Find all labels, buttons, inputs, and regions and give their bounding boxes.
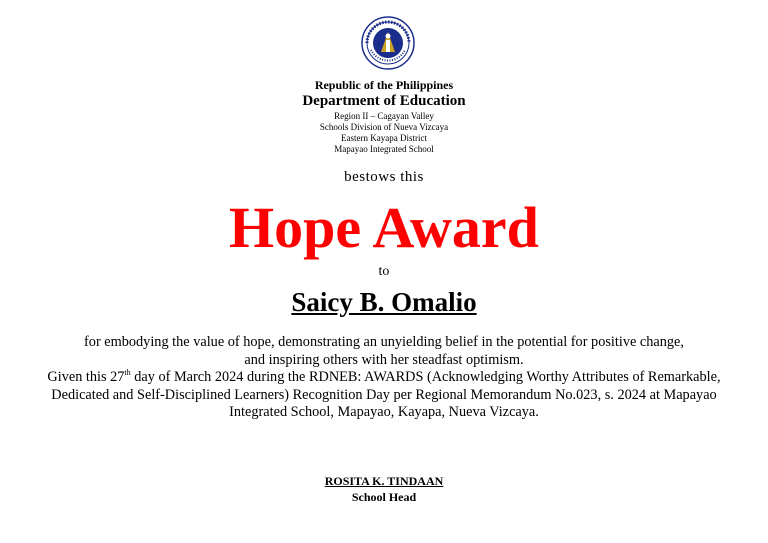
citation-text xyxy=(40,334,728,422)
bestows-text: bestows this xyxy=(344,169,424,185)
award-title: Hope Award xyxy=(229,195,539,260)
region-line: Region II – Cagayan Valley xyxy=(334,111,434,121)
given-prefix: Given this 27 xyxy=(47,369,125,386)
seal-icon xyxy=(361,16,415,70)
deped-seal-logo xyxy=(361,16,415,70)
signatory-title: School Head xyxy=(351,490,417,504)
school-line: Mapayao Integrated School xyxy=(334,144,434,154)
department-line: Department of Education xyxy=(302,93,466,109)
republic-line: Republic of the Philippines xyxy=(314,78,454,92)
signatory-name: ROSITA K. TINDAAN xyxy=(324,474,444,488)
to-text: to xyxy=(378,264,390,279)
division-line: Schools Division of Nueva Vizcaya xyxy=(319,122,449,132)
recipient-name: Saicy B. Omalio xyxy=(291,287,477,317)
citation-line-2: and inspiring others with her steadfast optimism. xyxy=(244,351,524,368)
citation-line-1: for embodying the value of hope, demonstrating an unyielding belief in the potential for positive change, xyxy=(84,334,684,350)
district-line: Eastern Kayapa District xyxy=(341,133,427,143)
given-ordinal: th xyxy=(124,368,131,378)
given-rest: day of March 2024 during the RDNEB: AWARDS (Acknowledging Worthy Attributes of Remarkable, Dedicated and Self-Disciplined Learners) Recognition Day per Regional Memorandum No.023, s. 2024 at Mapayao Integrated School, Mapayao, Kayapa, Nueva Vizcaya. xyxy=(51,369,721,421)
